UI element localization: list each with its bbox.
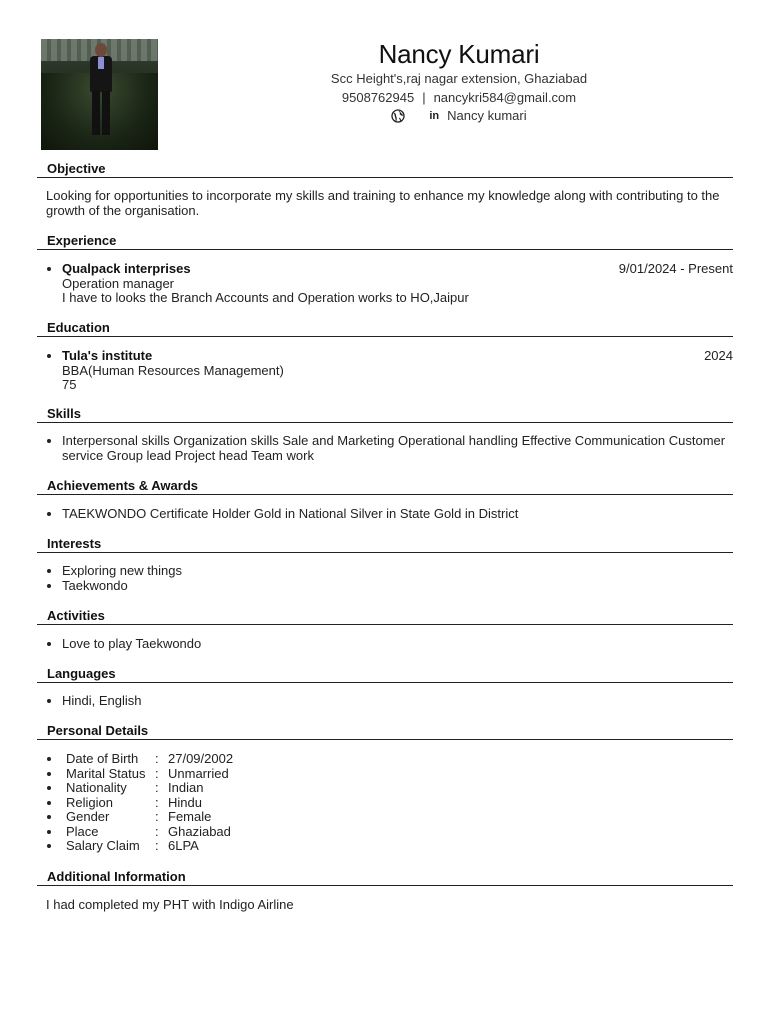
- languages-section: [37, 665, 733, 709]
- interest-item: • Exploring new things: [62, 564, 733, 579]
- section-title: Additional Information: [37, 868, 733, 886]
- personal-row: • Place : Ghaziabad: [62, 825, 733, 840]
- email-link[interactable]: nancykri584@gmail.com: [433, 89, 577, 105]
- achievement-item: • TAEKWONDO Certificate Holder Gold in National Silver in State Gold in District: [62, 507, 733, 522]
- section-title: Interests: [37, 535, 733, 553]
- activities-section: [37, 607, 733, 652]
- section-title: Activities: [37, 607, 733, 625]
- section-title: Experience: [37, 232, 733, 250]
- additional-info-text: I had completed my PHT with Indigo Airline: [46, 897, 294, 912]
- achievements-section: [37, 477, 733, 522]
- section-title: Personal Details: [37, 722, 733, 740]
- personal-row: • Marital Status : Unmarried: [62, 767, 733, 782]
- objective-text: Looking for opportunities to incorporate my skills and training to enhance my knowledge along with contributing to the growth of the organisation.: [46, 188, 720, 218]
- profile-photo: [41, 39, 158, 150]
- activity-item: • Love to play Taekwondo: [62, 637, 733, 652]
- section-title: Languages: [37, 665, 733, 683]
- section-title: Skills: [37, 405, 733, 423]
- skills-section: [37, 405, 733, 463]
- address: Scc Height's,raj nagar extension, Ghaziabad: [330, 71, 588, 86]
- company-name: • Qualpack interprises: [62, 261, 191, 276]
- job-role: Operation manager: [62, 275, 175, 291]
- language-item: • Hindi, English: [62, 694, 733, 709]
- personal-row: • Nationality : Indian: [62, 781, 733, 796]
- institute-name: • Tula's institute: [62, 348, 153, 363]
- links-row: [160, 107, 758, 126]
- linkedin-icon[interactable]: in: [429, 110, 440, 122]
- education-year: 2024: [704, 348, 733, 363]
- objective-section: [37, 160, 733, 218]
- phone: 9508762945: [341, 89, 415, 105]
- interest-item: • Taekwondo: [62, 579, 733, 594]
- candidate-name: Nancy Kumari: [378, 39, 540, 69]
- interests-section: [37, 535, 733, 593]
- job-description: I have to looks the Branch Accounts and Operation works to HO,Jaipur: [62, 290, 469, 305]
- experience-date: 9/01/2024 - Present: [618, 261, 733, 276]
- section-title: Education: [37, 319, 733, 337]
- experience-section: [37, 232, 733, 306]
- personal-details-section: [37, 722, 733, 854]
- personal-row: • Date of Birth : 27/09/2002: [62, 752, 733, 767]
- personal-row: • Salary Claim : 6LPA: [62, 839, 733, 854]
- section-title: Objective: [37, 160, 733, 178]
- personal-row: • Gender : Female: [62, 810, 733, 825]
- education-item: [62, 349, 733, 393]
- degree: BBA(Human Resources Management): [62, 362, 284, 378]
- experience-item: [62, 262, 733, 306]
- education-section: [37, 319, 733, 393]
- linkedin-link[interactable]: Nancy kumari: [447, 108, 527, 123]
- contact-separator: |: [422, 89, 426, 105]
- additional-info-section: [37, 868, 733, 913]
- score: 75: [62, 377, 77, 392]
- globe-icon[interactable]: [391, 109, 405, 123]
- skills-list-item: • Interpersonal skills Organization skills Sale and Marketing Operational handling Effective Communication Customer service Group lead Project head Team work: [62, 434, 733, 463]
- resume-header: [160, 38, 758, 126]
- personal-row: • Religion : Hindu: [62, 796, 733, 811]
- section-title: Achievements & Awards: [37, 477, 733, 495]
- contact-line: [160, 89, 758, 108]
